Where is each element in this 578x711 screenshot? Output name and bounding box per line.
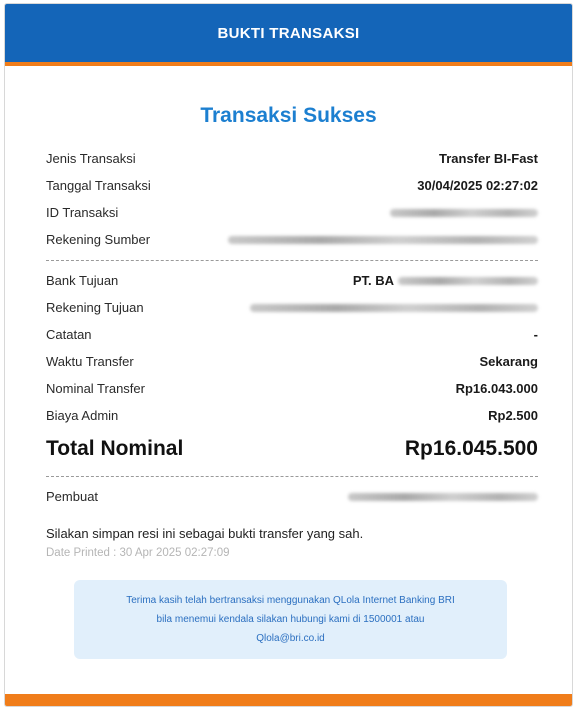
dashed-divider: [46, 476, 538, 477]
row-label: Biaya Admin: [46, 408, 119, 423]
row-value: [353, 273, 538, 288]
save-receipt-note: Silakan simpan resi ini sebagai bukti transfer yang sah.: [46, 526, 364, 541]
receipt-card: [4, 3, 573, 707]
detail-row-id-transaksi: [46, 199, 538, 226]
row-value: Rp2.500: [488, 408, 538, 423]
dashed-divider: [46, 260, 538, 261]
row-label: Waktu Transfer: [46, 354, 134, 369]
detail-row-pembuat: [46, 483, 538, 510]
row-label: Bank Tujuan: [46, 273, 119, 288]
redacted-value: [390, 209, 538, 217]
row-label: Rekening Sumber: [46, 232, 151, 247]
support-email-link[interactable]: Qlola@bri.co.id: [256, 633, 325, 644]
redacted-value: [250, 304, 538, 312]
detail-row-biaya-admin: [46, 402, 538, 429]
row-value: 30/04/2025 02:27:02: [417, 178, 538, 193]
detail-row-tanggal-transaksi: [46, 172, 538, 199]
row-label: ID Transaksi: [46, 205, 119, 220]
redacted-value: [398, 277, 538, 285]
row-label: Rekening Tujuan: [46, 300, 144, 315]
info-line-1: Terima kasih telah bertransaksi menggunakan QLola Internet Banking BRI: [126, 595, 455, 606]
detail-row-rekening-sumber: [46, 226, 538, 253]
info-line-2: bila menemui kendala silakan hubungi kami di 1500001 atau: [156, 614, 425, 625]
footer-bar: [5, 694, 572, 706]
status-title: Transaksi Sukses: [200, 104, 377, 127]
transaction-details: [46, 145, 538, 510]
detail-row-jenis-transaksi: [46, 145, 538, 172]
header-title: BUKTI TRANSAKSI: [217, 24, 360, 42]
total-label: Total Nominal: [46, 437, 184, 460]
detail-row-rekening-tujuan: [46, 294, 538, 321]
total-value: Rp16.045.500: [404, 437, 538, 460]
detail-row-nominal-transfer: [46, 375, 538, 402]
thank-you-info-box: [74, 580, 507, 659]
receipt-header: [5, 4, 572, 66]
redacted-value: [348, 493, 538, 501]
total-nominal-row: [46, 429, 538, 469]
date-printed: Date Printed : 30 Apr 2025 02:27:09: [46, 547, 230, 559]
row-label: Tanggal Transaksi: [46, 178, 151, 193]
row-value: -: [533, 327, 538, 342]
row-value: Sekarang: [479, 354, 538, 369]
redacted-value: [228, 236, 538, 244]
detail-row-bank-tujuan: [46, 267, 538, 294]
bank-name-visible: PT. BA: [352, 273, 394, 288]
row-label: Jenis Transaksi: [46, 151, 136, 166]
row-label: Catatan: [46, 327, 92, 342]
detail-row-catatan: [46, 321, 538, 348]
row-label: Pembuat: [46, 489, 99, 504]
row-value: Transfer BI-Fast: [439, 151, 538, 166]
row-label: Nominal Transfer: [46, 381, 145, 396]
row-value: Rp16.043.000: [455, 381, 538, 396]
detail-row-waktu-transfer: [46, 348, 538, 375]
